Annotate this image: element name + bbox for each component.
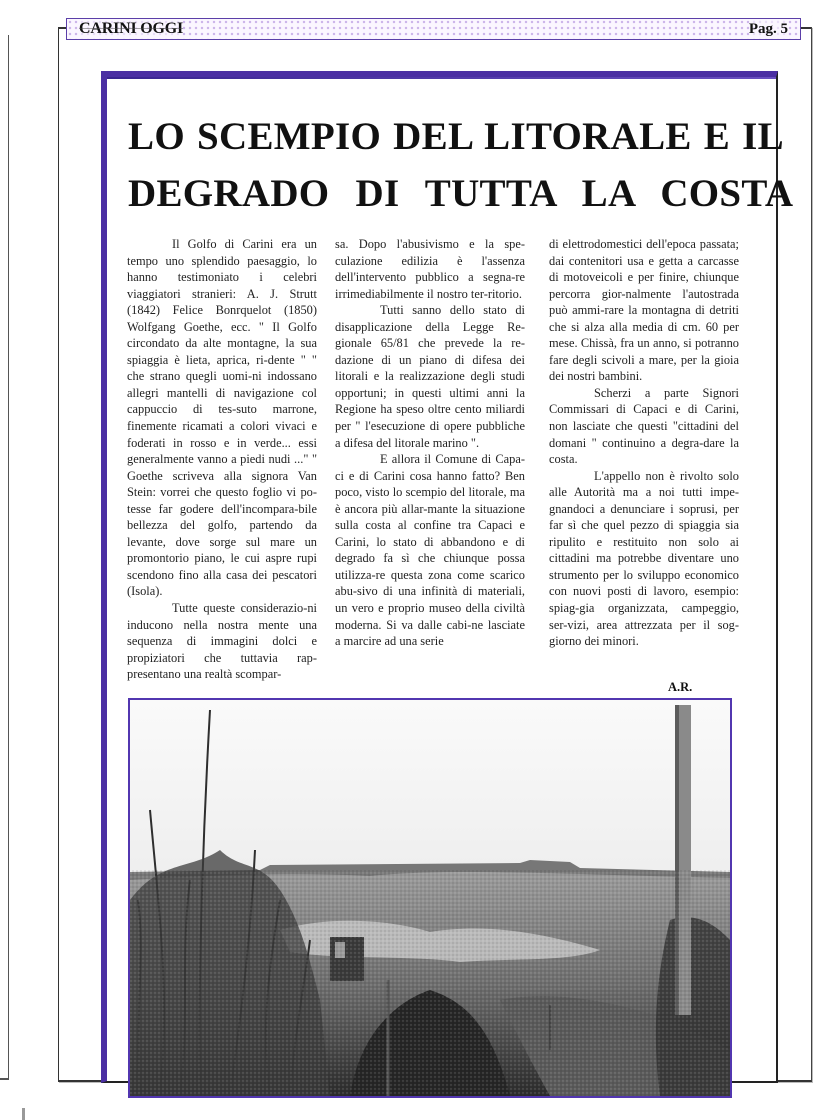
publication-title: CARINI OGGI [79, 20, 184, 37]
photo-illustration [130, 700, 730, 1096]
page-number: Pag. 5 [748, 20, 788, 37]
paragraph: di elettrodomestici dell'epoca passata; dai contenitori usa e getta a carcasse di motoveicoli e per finire, chiunque percorra gior-nalmente l'autostrada può ammi-rare la montagna di detriti che si alza alla media di cm. 60 per mese. Chissà, fra un anno, si potranno fare degli scivoli a mare, per la gioia dei nostri bambini. [549, 237, 739, 384]
paragraph: sa. Dopo l'abusivismo e la spe-culazione edilizia è l'assenza dell'intervento pubblico a segna-re irrimediabilmente il nostro ter-ritorio. [335, 237, 525, 301]
article-photo [128, 698, 732, 1098]
author-byline: A.R. [668, 680, 693, 694]
article-column-3 [549, 236, 739, 650]
paragraph: Tutte queste considerazio-ni inducono nella nostra mente una sequenza di immagini dolci e propiziatori che tuttavia rap-presentano una realtà scompar- [127, 601, 317, 682]
scan-mark [22, 1108, 25, 1120]
previous-page-edge-bottom [0, 1078, 8, 1080]
paragraph: Il Golfo di Carini era un tempo uno splendido paesaggio, lo hanno testimoniato i celebri viaggiatori stranieri: A. J. Strutt (1842) Felice Bonrquelot (1850) Wolfgang Goethe, ecc. " Il Golfo circondato da alte montagne, la sua spiaggia è lieta, aprica, ri-dente " " che strano quegli uomi-ni indossano allegri mantelli di navigazione col cappuccio di tes-suto marrone, finemente ricamati a colori vivaci e foderati in rosso e in verde... essi generalmente vanno a piedi nudi ..." " Goethe scriveva alla signora Van Stein: vorrei che questo foglio vi po-tesse far godere dell'incompara-bile bellezza del golfo, partendo da levante, dove sorge sul mare un promontorio piano, le cui aspre rupi scendono fino alla casa dei pescatori (Isola). [127, 237, 317, 599]
header-rule-right [801, 27, 811, 29]
previous-page-edge [0, 35, 9, 1080]
article-column-2 [335, 236, 525, 650]
article-headline [128, 108, 794, 222]
paragraph: Scherzi a parte Signori Commissari di Capaci e di Carini, non lasciate che questi "cittadini del domani " continuino a degra-dare la costa. [549, 385, 739, 467]
paragraph: L'appello non è rivolto solo alle Autorità ma a noi tutti impe-gnandoci a denunciare i soprusi, per far sì che quel pezzo di spiaggia sia ripulito e restituito non solo ai cittadini ma potrebbe diventare uno strumento per lo sviluppo economico con nuovi posti di lavoro, esempio: spiag-gia organizzata, campeggio, ser-vizi, area attrezzata per il sog-giorno dei minori. [549, 468, 739, 649]
article-body [127, 236, 759, 696]
running-header [66, 18, 801, 40]
article-column-1 [127, 236, 317, 683]
header-rule-left [58, 27, 66, 29]
paragraph: Tutti sanno dello stato di disapplicazione della Legge Re-gionale 65/81 che prevede la re-dazione di un piano di difesa dei litorali e la realizzazione degli studi opportuni; in questi ultimi anni la Regione ha speso oltre cento miliardi per " l'esecuzione di opere pubbliche a difesa del litorale marino ". [335, 303, 525, 450]
paragraph: E allora il Comune di Capa-ci e di Carini cosa hanno fatto? Ben poco, visto lo scempio del litorale, ma è ancora più allar-mante la situazione sulla costa al confine tra Capaci e Carini, lo stato di abbandono e di degrado fa sì che chiunque possa utilizza-re questa zona come scarico abu-sivo di una infinità di materiali, un vero e proprio museo della civiltà moderna. Si va dalle cabi-ne lasciate a marcire ad una serie [335, 452, 525, 649]
photo-grain-overlay [130, 870, 730, 1096]
headline-line-2: DEGRADO DI TUTTA LA COSTA [128, 172, 794, 215]
headline-line-1: LO SCEMPIO DEL LITORALE E IL [128, 115, 784, 158]
